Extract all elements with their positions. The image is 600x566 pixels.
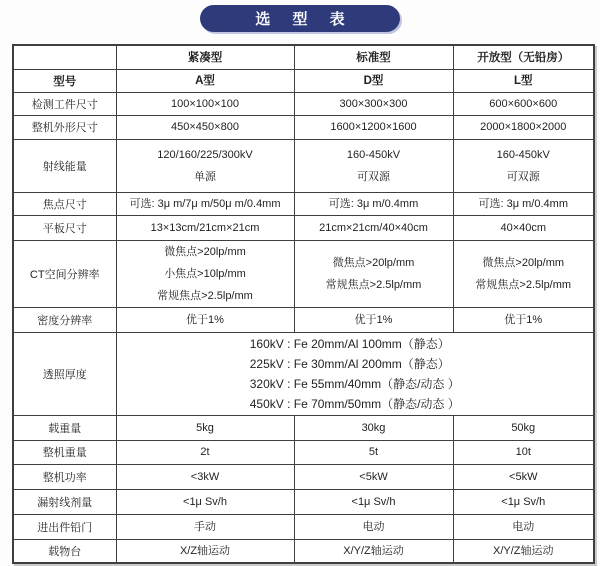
table-header-row <box>13 45 594 69</box>
table-row <box>13 69 594 92</box>
table-row <box>13 514 594 539</box>
spec-cell <box>453 69 594 92</box>
spec-cell <box>294 539 453 563</box>
row-label: 焦点尺寸 <box>13 192 116 215</box>
spec-cell-line: 常规焦点>2.5lp/mm <box>157 289 253 302</box>
spec-cell-line: 160kV : Fe 20mm/Al 100mm（静态） <box>249 336 450 351</box>
row-label: 整机重量 <box>13 440 116 464</box>
spec-cell-line: 常规焦点>2.5lp/mm <box>325 278 422 291</box>
spec-cell-line: D型 <box>363 74 384 87</box>
spec-cell-line: 1600×1200×1600 <box>330 121 417 133</box>
spec-cell <box>116 440 294 464</box>
spec-cell <box>294 240 453 307</box>
spec-cell-line: 可双源 <box>357 170 390 183</box>
column-header-empty <box>13 45 116 69</box>
spec-cell-line: 单源 <box>194 170 216 183</box>
table-row <box>13 440 594 464</box>
spec-cell-line: 2000×1800×2000 <box>480 121 567 133</box>
spec-cell-line: <1μ Sv/h <box>183 495 227 508</box>
spec-cell <box>453 415 594 440</box>
table-row <box>13 332 594 415</box>
spec-cell <box>294 115 453 139</box>
spec-cell-line: 13×13cm/21cm×21cm <box>150 221 260 234</box>
spec-cell-line: 450kV : Fe 70mm/50mm（静态/动态 ） <box>249 396 460 411</box>
spec-cell-line: 微焦点>20lp/mm <box>332 256 415 269</box>
row-label: 平板尺寸 <box>13 215 116 240</box>
spec-cell <box>116 139 294 192</box>
page-title: 选 型 表 <box>255 11 354 28</box>
spec-cell-line: 小焦点>10lp/mm <box>164 267 246 280</box>
row-label: 整机外形尺寸 <box>13 115 116 139</box>
spec-cell-line: 600×600×600 <box>489 97 558 110</box>
spec-cell-line: 450×450×800 <box>171 121 239 133</box>
row-label: 密度分辨率 <box>13 307 116 332</box>
spec-cell-line: L型 <box>513 74 533 87</box>
row-label: 进出件铅门 <box>13 514 116 539</box>
spec-cell-line: 160-450kV <box>496 148 550 161</box>
spec-cell <box>453 514 594 539</box>
spec-cell <box>116 69 294 92</box>
spec-cell <box>116 539 294 563</box>
table-row <box>13 539 594 563</box>
spec-cell-line: 优于1% <box>504 313 543 326</box>
spec-cell-line: <3kW <box>190 470 220 483</box>
spec-cell <box>116 464 294 489</box>
spec-cell-line: 手动 <box>194 520 216 533</box>
spec-cell <box>116 415 294 440</box>
spec-cell <box>453 440 594 464</box>
table-row <box>13 192 594 215</box>
spec-cell-line: 160-450kV <box>346 148 401 161</box>
spec-cell-line: 微焦点>20lp/mm <box>164 245 246 258</box>
spec-cell-line: 225kV : Fe 30mm/Al 200mm（静态） <box>249 356 450 371</box>
spec-cell <box>453 92 594 115</box>
spec-cell-line: 可选: 3μ m/7μ m/50μ m/0.4mm <box>129 197 281 210</box>
column-header-standard: 标准型 <box>294 45 453 69</box>
spec-cell <box>116 489 294 514</box>
spec-cell <box>116 307 294 332</box>
spec-cell-line: <1μ Sv/h <box>501 495 546 508</box>
row-label: 射线能量 <box>13 139 116 192</box>
spec-cell-line: <1μ Sv/h <box>351 495 396 508</box>
spec-cell <box>453 464 594 489</box>
spec-cell <box>116 192 294 215</box>
table-row <box>13 215 594 240</box>
spec-cell <box>294 139 453 192</box>
spec-cell-line: 可选: 3μ m/0.4mm <box>328 197 419 210</box>
spec-cell-line: 优于1% <box>354 313 393 326</box>
spec-cell <box>453 215 594 240</box>
spec-cell-textblock <box>250 334 460 414</box>
spec-cell-line: 120/160/225/300kV <box>157 148 253 161</box>
title-badge <box>200 5 400 32</box>
spec-cell-line: 常规焦点>2.5lp/mm <box>475 278 572 291</box>
spec-cell <box>453 115 594 139</box>
spec-cell-line: 320kV : Fe 55mm/40mm（静态/动态 ） <box>249 376 460 391</box>
spec-cell-line: 可选: 3μ m/0.4mm <box>478 197 568 210</box>
spec-cell-line: <5kW <box>509 470 538 483</box>
table-row <box>13 415 594 440</box>
spec-cell-line: 40×40cm <box>500 221 547 234</box>
table-row <box>13 240 594 307</box>
spec-cell <box>116 115 294 139</box>
column-header-compact: 紧凑型 <box>116 45 294 69</box>
spec-cell-line: X/Z轴运动 <box>179 544 231 557</box>
row-label: CT空间分辨率 <box>13 240 116 307</box>
spec-cell-line: 10t <box>515 446 531 458</box>
row-label: 漏射线剂量 <box>13 489 116 514</box>
table-row <box>13 115 594 139</box>
spec-cell <box>116 240 294 307</box>
spec-cell-line: A型 <box>195 74 215 87</box>
spec-cell <box>453 307 594 332</box>
spec-table <box>12 44 595 564</box>
spec-cell <box>294 215 453 240</box>
spec-cell <box>116 92 294 115</box>
spec-cell-line: 5t <box>368 446 379 458</box>
spec-cell <box>294 514 453 539</box>
spec-cell-line: 微焦点>20lp/mm <box>482 256 565 269</box>
column-header-open: 开放型（无铅房） <box>453 45 594 69</box>
table-row <box>13 464 594 489</box>
spec-cell-line: 2t <box>200 446 210 458</box>
spec-cell-line: 优于1% <box>186 313 224 326</box>
spec-cell <box>116 215 294 240</box>
spec-cell <box>294 464 453 489</box>
spec-cell-line: 电动 <box>362 520 385 533</box>
spec-cell <box>453 489 594 514</box>
spec-cell <box>294 415 453 440</box>
spec-cell-line: 5kg <box>196 421 214 434</box>
spec-cell <box>453 539 594 563</box>
spec-cell-line: <5kW <box>359 470 388 483</box>
table-row <box>13 92 594 115</box>
row-label: 整机功率 <box>13 464 116 489</box>
spec-cell-line: 21cm×21cm/40×40cm <box>319 221 428 234</box>
spec-cell <box>116 514 294 539</box>
spec-cell-line: 30kg <box>361 421 386 434</box>
spec-cell-line: 300×300×300 <box>339 97 408 110</box>
spec-cell <box>294 307 453 332</box>
spec-cell <box>116 332 594 415</box>
spec-cell <box>294 440 453 464</box>
row-label: 载重量 <box>13 415 116 440</box>
spec-cell <box>294 192 453 215</box>
table-row <box>13 139 594 192</box>
spec-cell <box>453 192 594 215</box>
table-row <box>13 489 594 514</box>
spec-cell-line: 50kg <box>511 421 536 434</box>
row-label: 透照厚度 <box>13 332 116 415</box>
spec-cell-line: X/Y/Z轴运动 <box>343 544 404 557</box>
table-row <box>13 307 594 332</box>
row-label: 载物台 <box>13 539 116 563</box>
spec-cell-line: 电动 <box>512 520 535 533</box>
spec-cell-line: 可双源 <box>506 170 540 183</box>
spec-cell <box>294 69 453 92</box>
spec-cell <box>294 489 453 514</box>
row-label: 检测工件尺寸 <box>13 92 116 115</box>
spec-cell <box>453 240 594 307</box>
spec-cell <box>294 92 453 115</box>
spec-cell <box>453 139 594 192</box>
spec-cell-line: X/Y/Z轴运动 <box>492 544 554 557</box>
row-label: 型号 <box>13 69 116 92</box>
spec-cell-line: 100×100×100 <box>171 97 239 110</box>
